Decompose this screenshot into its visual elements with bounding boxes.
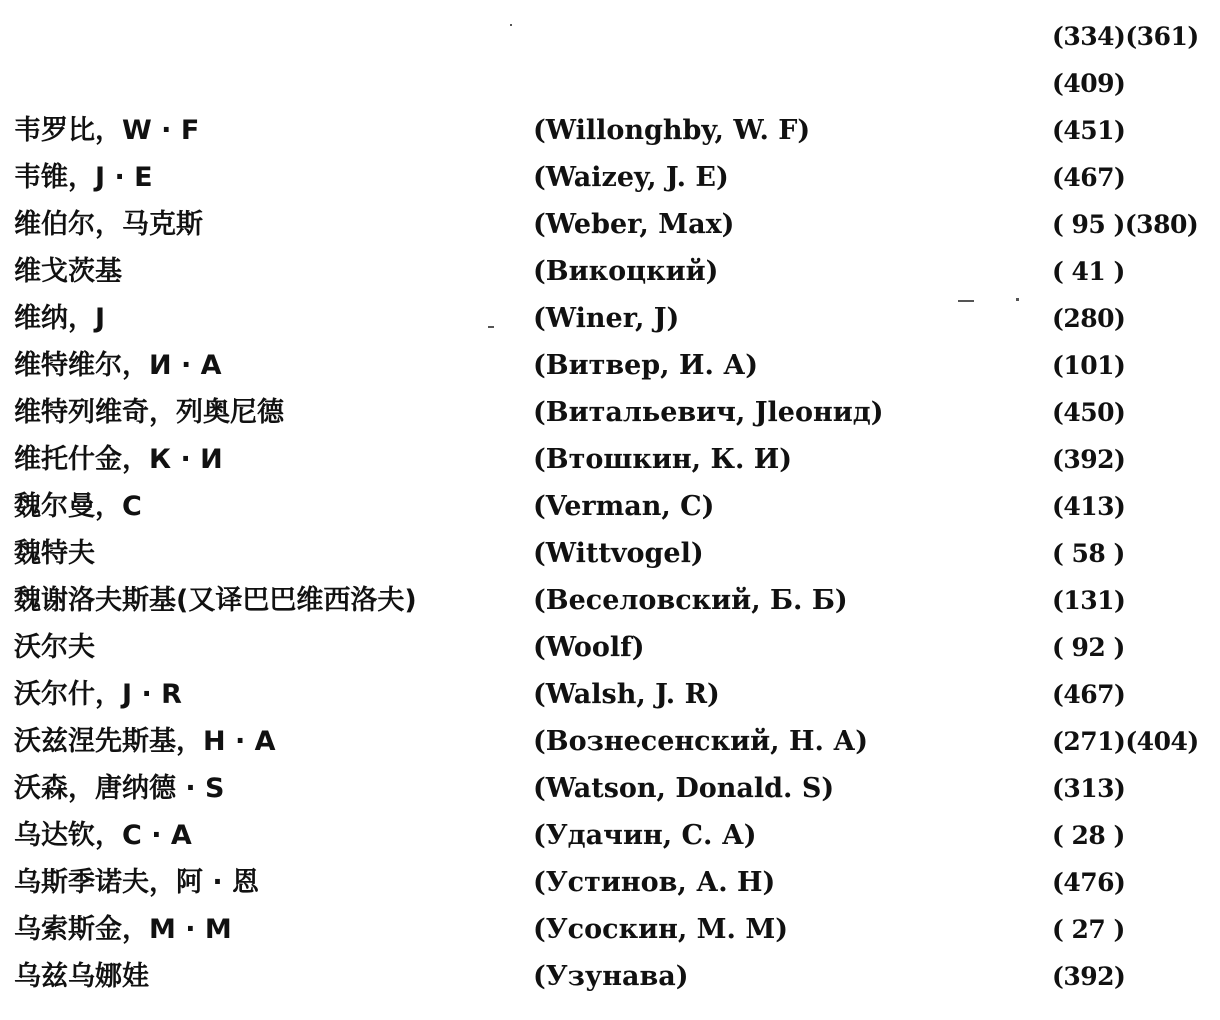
chinese-name: 魏谢洛夫斯基(又译巴巴维西洛夫) (14, 585, 417, 616)
foreign-name: (Wittvogel) (533, 538, 704, 569)
page-refs: ( 41 ) (1052, 257, 1125, 286)
index-entry (0, 296, 1220, 342)
page-refs: (467) (1052, 163, 1126, 192)
index-entry (0, 860, 1220, 906)
index-entry (0, 202, 1220, 248)
page-refs: ( 27 ) (1052, 915, 1125, 944)
index-entry (0, 155, 1220, 201)
page-refs: (334)(361) (1052, 22, 1199, 51)
foreign-name: (Willonghby, W. F) (533, 115, 811, 146)
chinese-name: 乌斯季诺夫，阿 · 恩 (14, 867, 260, 898)
foreign-name: (Веселовский, Б. Б) (533, 585, 848, 616)
foreign-name: (Викоцкий) (533, 256, 719, 287)
foreign-name: (Verman, C) (533, 491, 715, 522)
page-refs: (450) (1052, 398, 1126, 427)
chinese-name: 乌兹乌娜娃 (14, 961, 149, 992)
page-refs: (131) (1052, 586, 1126, 615)
foreign-name: (Усоскин, М. М) (533, 914, 789, 945)
page-refs: (313) (1052, 774, 1126, 803)
chinese-name: 维特列维奇，列奥尼德 (14, 397, 284, 428)
chinese-name: 维戈茨基 (14, 256, 122, 287)
foreign-name: (Втошкин, К. И) (533, 444, 793, 475)
foreign-name: (Watson, Donald. S) (533, 773, 835, 804)
chinese-name: 维特维尔，И · А (14, 350, 222, 381)
foreign-name: (Устинов, А. Н) (533, 867, 776, 898)
page-refs: (409) (1052, 69, 1126, 98)
chinese-name: 乌索斯金，М · М (14, 914, 232, 945)
foreign-name: (Удачин, С. А) (533, 820, 757, 851)
foreign-name: (Вознесенский, Н. А) (533, 726, 869, 757)
page-refs: (271)(404) (1052, 727, 1199, 756)
index-entry (0, 484, 1220, 530)
index-entry (0, 766, 1220, 812)
page-refs: (392) (1052, 445, 1126, 474)
foreign-name: (Walsh, J. R) (533, 679, 720, 710)
chinese-name: 维托什金，К · И (14, 444, 223, 475)
chinese-name: 魏特夫 (14, 538, 95, 569)
chinese-name: 韦罗比，W · F (14, 115, 200, 146)
chinese-name: 维纳，J (14, 303, 106, 334)
scan-speck (488, 326, 494, 328)
page-refs: (101) (1052, 351, 1126, 380)
chinese-name: 沃森，唐纳德 · S (14, 773, 225, 804)
index-entry (0, 531, 1220, 577)
page-refs: (413) (1052, 492, 1126, 521)
scan-speck (1016, 298, 1019, 301)
index-entry (0, 343, 1220, 389)
page-refs: (476) (1052, 868, 1126, 897)
page-refs: (280) (1052, 304, 1126, 333)
foreign-name: (Waizey, J. E) (533, 162, 729, 193)
page-refs: (467) (1052, 680, 1126, 709)
foreign-name: (Витальевич, Jleонид) (533, 397, 884, 428)
foreign-name: (Weber, Max) (533, 209, 735, 240)
page-refs: (451) (1052, 116, 1126, 145)
foreign-name: (Витвер, И. А) (533, 350, 759, 381)
index-entry (0, 625, 1220, 671)
index-entry (0, 390, 1220, 436)
index-entry (0, 108, 1220, 154)
index-entry (0, 672, 1220, 718)
index-entry (0, 437, 1220, 483)
page-refs: ( 92 ) (1052, 633, 1125, 662)
page-refs: ( 95 )(380) (1052, 210, 1199, 239)
page-refs: (392) (1052, 962, 1126, 991)
index-entry (0, 249, 1220, 295)
chinese-name: 沃尔夫 (14, 632, 95, 663)
index-entry (0, 813, 1220, 859)
foreign-name: (Woolf) (533, 632, 645, 663)
scan-speck (958, 300, 974, 302)
page-refs: ( 58 ) (1052, 539, 1125, 568)
foreign-name: (Winer, J) (533, 303, 680, 334)
chinese-name: 乌达钦，С · А (14, 820, 192, 851)
chinese-name: 沃兹涅先斯基，Н · А (14, 726, 276, 757)
chinese-name: 维伯尔，马克斯 (14, 209, 203, 240)
chinese-name: 韦锥，J · E (14, 162, 153, 193)
page-refs: ( 28 ) (1052, 821, 1125, 850)
foreign-name: (Узунава) (533, 961, 689, 992)
chinese-name: 魏尔曼，C (14, 491, 142, 522)
index-entry (0, 907, 1220, 953)
scan-speck (510, 24, 512, 26)
chinese-name: 沃尔什，J · R (14, 679, 182, 710)
continuation-line (0, 61, 1220, 107)
index-entry (0, 719, 1220, 765)
index-entry (0, 954, 1220, 1000)
index-entry (0, 578, 1220, 624)
continuation-line (0, 14, 1220, 60)
